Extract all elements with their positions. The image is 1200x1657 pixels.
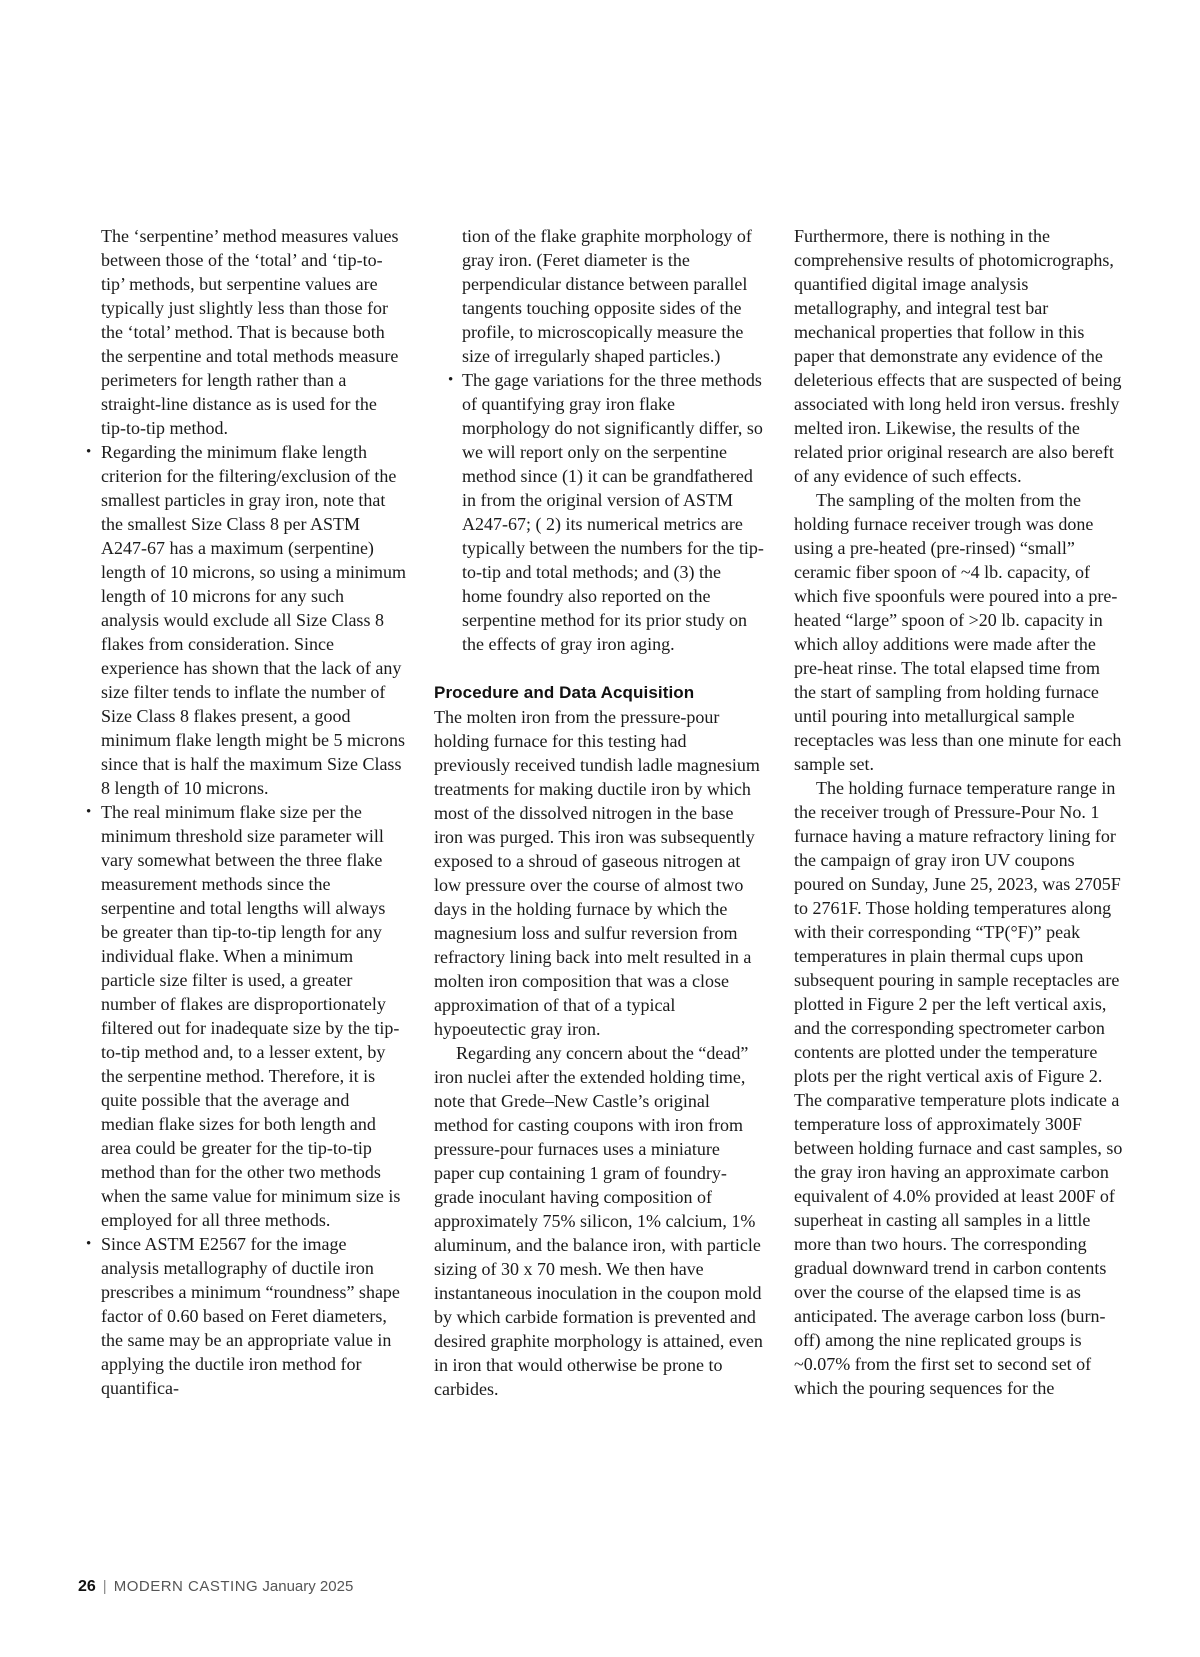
- bullet-item: • Since ASTM E2567 for the image analysis metallography of ductile iron prescribes a minimum “roundness” shape factor of 0.60 based on Feret diameters, the same may be an appropriate value in applying the ductile iron method for quantifica-: [86, 1232, 406, 1400]
- text-column-1: [86, 224, 406, 1400]
- bullet-list: [434, 368, 764, 656]
- body-paragraph: Regarding any concern about the “dead” iron nuclei after the extended holding time, note that Grede–New Castle’s original method for casting coupons with iron from pressure-pour furnaces uses a miniature paper cup containing 1 gram of foundry-grade inoculant having composition of approximately 75% silicon, 1% calcium, 1% aluminum, and the balance iron, with particle sizing of 30 x 70 mesh. We then have instantaneous inoculation in the coupon mold by which carbide formation is prevented and desired graphite morphology is attained, even in iron that would otherwise be prone to carbides.: [434, 1043, 763, 1399]
- bullet-item: • The gage variations for the three methods of quantifying gray iron flake morphology do not significantly differ, so we will report only on the serpentine method since (1) it can be grandfathered in from the original version of ASTM A247-67; ( 2) its numerical metrics are typically between the numbers for the tip-to-tip and total methods; and (3) the home foundry also reported on the serpentine method for its prior study on the effects of gray iron aging.: [434, 368, 764, 656]
- section-heading: Procedure and Data Acquisition: [434, 683, 695, 702]
- text-column-2: [434, 224, 764, 1401]
- bullet-item: • The real minimum flake size per the minimum threshold size parameter will vary somewhat between the three flake measurement methods since the serpentine and total lengths will always be greater than tip-to-tip length for any individual flake. When a minimum particle size filter is used, a greater number of flakes are disproportionately filtered out for inadequate size by the tip-to-tip method and, to a lesser extent, by the serpentine method. Therefore, it is quite possible that the average and median flake sizes for both length and area could be greater for the tip-to-tip method than for the other two methods when the same value for minimum size is employed for all three methods.: [86, 800, 406, 1232]
- page-number: 26: [78, 1578, 96, 1595]
- footer-separator: |: [102, 1578, 107, 1595]
- text-column-3: [794, 224, 1124, 1400]
- body-paragraph: The ‘serpentine’ method measures values between those of the ‘total’ and ‘tip-to-tip’ methods, but serpentine values are typically just slightly less than those for the ‘total’ method. That is because both the serpentine and total methods measure perimeters for length rather than a straight-line distance as is used for the tip-to-tip method.: [101, 226, 399, 438]
- body-paragraph: tion of the flake graphite morphology of gray iron. (Feret diameter is the perpendicular distance between parallel tangents touching opposite sides of the profile, to microscopically measure the size of irregularly shaped particles.): [462, 226, 752, 366]
- page-footer: [78, 1578, 353, 1596]
- body-paragraph: The sampling of the molten from the holding furnace receiver trough was done using a pre-heated (pre-rinsed) “small” ceramic fiber spoon of ~4 lb. capacity, of which five spoonfuls were poured into a pre-heated “large” spoon of >20 lb. capacity in which alloy additions were made after the pre-heat rinse. The total elapsed time from the start of sampling from holding furnace until pouring into metallurgical sample receptacles was less than one minute for each sample set.: [794, 490, 1122, 774]
- body-paragraph: The holding furnace temperature range in the receiver trough of Pressure-Pour No. 1 furnace having a mature refractory lining for the campaign of gray iron UV coupons poured on Sunday, June 25, 2023, was 2705F to 2761F. Those holding temperatures along with their corresponding “TP(°F)” peak temperatures in plain thermal cups upon subsequent pouring in sample receptacles are plotted in Figure 2 per the left vertical axis, and the corresponding spectrometer carbon contents are plotted under the temperature plots per the right vertical axis of Figure 2. The comparative temperature plots indicate a temperature loss of approximately 300F between holding furnace and cast samples, so the gray iron having an approximate carbon equivalent of 4.0% provided at least 200F of superheat in casting all samples in a little more than two hours. The corresponding gradual downward trend in carbon contents over the course of the elapsed time is as anticipated. The average carbon loss (burn-off) among the nine replicated groups is ~0.07% from the first set to second set of which the pouring sequences for the: [794, 778, 1123, 1398]
- body-paragraph: Furthermore, there is nothing in the comprehensive results of photomicrographs, quantified digital image analysis metallography, and integral test bar mechanical properties that follow in this paper that demonstrate any evidence of the deleterious effects that are suspected of being associated with long held iron versus. freshly melted iron. Likewise, the results of the related prior original research are also bereft of any evidence of such effects.: [794, 226, 1122, 486]
- body-paragraph: The molten iron from the pressure-pour holding furnace for this testing had previously received tundish ladle magnesium treatments for making ductile iron by which most of the dissolved nitrogen in the base iron was purged. This iron was subsequently exposed to a shroud of gaseous nitrogen at low pressure over the course of almost two days in the holding furnace by which the magnesium loss and sulfur reversion from refractory lining back into melt resulted in a molten iron composition that was a close approximation of that of a typical hypoeutectic gray iron.: [434, 707, 760, 1039]
- issue-date: January 2025: [262, 1578, 354, 1595]
- magazine-title: MODERN CASTING: [113, 1578, 259, 1595]
- bullet-list: [86, 440, 406, 1400]
- bullet-item: • Regarding the minimum flake length criterion for the filtering/exclusion of the smallest particles in gray iron, note that the smallest Size Class 8 per ASTM A247-67 has a maximum (serpentine) length of 10 microns, so using a minimum length of 10 microns for any such analysis would exclude all Size Class 8 flakes from consideration. Since experience has shown that the lack of any size filter tends to inflate the number of Size Class 8 flakes present, a good minimum flake length might be 5 microns since that is half the maximum Size Class 8 length of 10 microns.: [86, 440, 406, 800]
